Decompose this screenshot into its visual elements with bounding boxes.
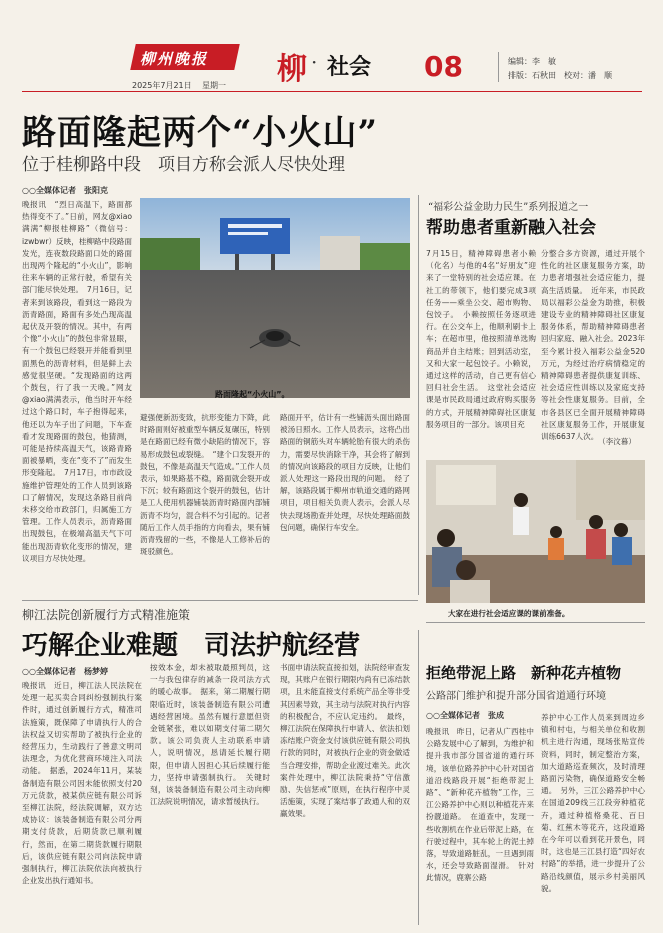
lead-photo <box>140 198 410 398</box>
bottom-left-column-3: 书面申请法院直接扣划，法院经审查发现，其账户在银行期限内尚有已冻结款项，且未能直接支付系统产品全等非受其因素导致，其主动与法院对执行内容的积极配合，不应认定违约。 最终，柳江法院在保障执行申请人、依法扣划冻结账户资金支付该供应链有限公司执行款的同时，对被执行企业的资金做适当合理安排，帮助企业渡过难关。此次案件处理中，柳江法院秉持“守信激励、失信惩戒”原则，在执行程序中灵活施策，实现了案结事了政通人和的双赢效果。 <box>280 663 410 819</box>
lead-byline: ○○全媒体记者 张阳克 <box>22 186 108 195</box>
bottom-left-column-2: 按效本金，却未被取最照判员，这一与我包律存的减条一段司法方式的暖心故事。 据来，第二期履行期限临近时，该装备制造有限公司遭遇经营困境。虽然有履行意愿但资金链紧张，难以如期支付第二期欠款。该公司负责人主动联系申请人，说明情况，恳请延长履行期限，但申请人因担心其后续履行能力，坚持申请强制执行。 关键时刻，该装备制造有限公司主动向柳江法院说明情况，请求暂缓执行。 <box>150 663 270 807</box>
issue-date: 2025年7月21日 <box>132 81 192 90</box>
horizontal-divider <box>22 600 418 601</box>
horizontal-divider-right <box>426 622 645 623</box>
editor-credit: 编辑：李 敏 <box>508 57 556 66</box>
lead-subheadline: 位于桂柳路中段 项目方称会派人尽快处理 <box>22 155 345 175</box>
vertical-divider <box>418 195 419 595</box>
bottom-right-column-2: 养护中心工作人员来到周边乡镇和村屯，与相关单位和收割机主进行沟通，现场张贴宣传资料，同时，制定整治方案，加大道路巡查频次，及时清理路面污染物，确保道路安全畅通。 另外，三江公路养护中心在国道209线三江段旁种植花卉，通过种植格桑花、百日菊、红蕉木等花卉，这段道路在今年可以看到花开景色，同时，这也是三江县打造“四好农村路”的举措，进一步提升了公路沿线颜值，展示乡村美丽风貌。 <box>541 713 645 893</box>
right-byline: （李汶暮） <box>598 437 636 446</box>
bottom-right-subheadline: 公路部门维护和提升部分国省道通行环境 <box>426 691 606 702</box>
bottom-right-headline: 拒绝带泥上路 新种花卉植物 <box>426 664 622 682</box>
bottom-left-byline: ○○全媒体记者 杨梦婷 <box>22 667 108 676</box>
section-char: 柳 <box>277 52 307 87</box>
lead-column-2: 避强便新沥变致，抗形变能力下降，此时路面则好被重型车辆反复碾压，特别是在路面已经有微小缺陷的情况下，容易形成鼓包或裂缝。 “建个口发裂开的鼓包，不像是高温天气造成。”工作人员表示，如果路基不稳，路面就会裂开或下沉；较有路面这个裂开的鼓包，估计是工人使用机器铺装沥青时路面内部铺沥青不均匀，混合料不匀引起的。记者随后工作人员手指的方向看去，果有铺沥青残留的一些，不像是人工修补后的斑驳颜色。 <box>140 413 270 557</box>
logo-text: 柳州晚报 <box>140 50 209 68</box>
lead-photo-caption: 路面隆起“小火山”。 <box>215 390 290 399</box>
lead-column-3: 路面开平，估计有一些铺沥头面出路面被汤日照水。工作人员表示，这将凸出路面的铜筋头对车辆轮胎有很大的杀伤力，需要尽快消除干净，其会将了解到的情况向该路段的项目方反映，让他们派人处理这一路段出现的问题。 经了解，该路段属于柳州市轨道交通的路网项目，项目相关负责人表示，会派人尽快去现场勘查并处理，尽快处理路面鼓包问题，确保行车安全。 <box>280 413 410 532</box>
section-name: 社会 <box>327 54 372 80</box>
bottom-right-byline: ○○全媒体记者 张成 <box>426 711 504 720</box>
page-number-rule <box>498 52 499 82</box>
bottom-left-headline: 巧解企业难题 司法护航经营 <box>22 631 361 661</box>
bottom-right-column-1: 晚报讯 昨日，记者从广西桂中公路发展中心了解到，为维护和提升我市部分国省道的通行环境，该单位路养护中心针对国省道沿线路段开展“拒绝带泥上路”、“新种花卉植物”工作，三江公路养护中心则以种植花卉来扮靓道路。 在道查中，发现一些收割机在作业后带泥上路，在行驶过程中，其车轮上的泥土掉落，导致道路脏乱，一旦遇到雨水，还会导致路面湿滑。 针对此情况，鹿寨公路 <box>426 727 534 883</box>
issue-weekday: 星期一 <box>202 81 226 90</box>
bottom-left-kicker: 柳江法院创新履行方式精准施策 <box>22 608 191 622</box>
right-photo <box>426 460 645 603</box>
bottom-vertical-divider <box>418 630 419 925</box>
masthead <box>0 0 663 92</box>
bottom-left-column-1: 晚报讯 近日，柳江法人民法院在处理一起买卖合同纠纷强制执行案件时，通过创新履行方式，精准司法施策，既保障了申请执行人的合法权益又切实帮助了被执行企业的经营压力，生动践行了善意文明司法理念，为优化营商环境注入司法动能。 据悉，2024年11月，某装备制造有限公司因未能依照支付20万元货款，被某供应链有限公司诉至柳江法院，经法院调解，双方达成协议：该装备制造有限公司分两期支付货款，后期货款已顺利履行，然而，在第二期货款履行期限后，该供应链有限公司向法院申请强制执行，柳江法院依法向被执行企业发出执行通知书。 <box>22 681 142 886</box>
lead-headline: 路面隆起两个“小火山” <box>22 113 379 153</box>
right-headline: 帮助患者重新融入社会 <box>426 218 596 238</box>
masthead-divider <box>22 91 642 92</box>
right-series-title: “福彩公益金助力民生”系列报道之一 <box>428 202 589 213</box>
section-dot: · <box>311 50 318 74</box>
right-photo-caption: 大家在进行社会适应课的课前准备。 <box>448 609 570 618</box>
right-column-2: 分整合多方资源，通过开展个性化的社区康复服务方案，助力患者增强社会适应能力，提高生活质量。 近年来，市民政局以福彩公益金为助推，积极建设专业的精神障碍社区康复服务体系，帮助精神障碍患者回归家庭、融入社会。2023年至今累计投入福彩公益金520万元，为经过治疗病情稳定的精神障碍患者提供康复训练、社会适应性训练以及家庭支持等社会性康复服务。目前，全市各县区已全面开展精神障碍社区康复服务工作，开展康复训练6637人次。 <box>541 249 645 442</box>
right-column-1: 7月15日，精神障碍患者小赖（化名）与他的4名“好朋友”迎来了一堂特别的社会适应课。在社工的带领下，他们要完成3项任务——乘坐公交、超市购物、包饺子。 小赖按照任务逐项进行。在公交车上，他顺利刷卡上车；在超市里，他按照清单选购商品并自主结账；回到活动室，又和大家一起包饺子。小赖说，通过这样的活动，自己更有信心回归社会生活。 这堂社会适应课是市民政局通过政府购买服务的方式，开展精神障碍社区康复服务项目的一部分。该项目充 <box>426 249 536 429</box>
lead-column-1: 晚报讯 “烈日高温下，路面都热得变不了。”日前，网友@xiao满满“柳报桂柳路”（微信号：izwbwr）反映，桂柳路中段路面发光，连夜数段路面口处的路面出现两个隆起的“小火山”，影响往来车辆的正常行驶，希望有关部门能尽快处理。 7月16日，记者来到该路段，看到这一路段为沥青路面，路面有多处凸现高温起伏及开裂的情况。其中，有两个像“小火山”的鼓包非常显眼，有一个鼓包已经裂开并能看到里面黑色的沥青材料，但是鲜上去感觉很坚硬。“发现路面的这两个鼓包，行了我一天晚。”网友@xiao满满表示，他当时开车经过这个路口时，车子抱得起来，他还以为车子出了问题，下车查看才发现路面的鼓包，他猜测，可能是持续高温天气，该路青路面被暴晒，变在“变不了”而发生形变隆起。 7月17日，市市政设施维护管理处的工作人员到该路口了解情况，发现这条路目前尚未移交给市政部门，归属施工方管理。工作人员表示，沥青路面出现鼓包，在极端高温天气下可能出现沥青软化变形的情况，建议项目方尽快处理。 <box>22 200 132 563</box>
layout-credit: 排版：石秋田 校对：潘 顺 <box>508 71 612 80</box>
page-number: 08 <box>424 50 463 83</box>
